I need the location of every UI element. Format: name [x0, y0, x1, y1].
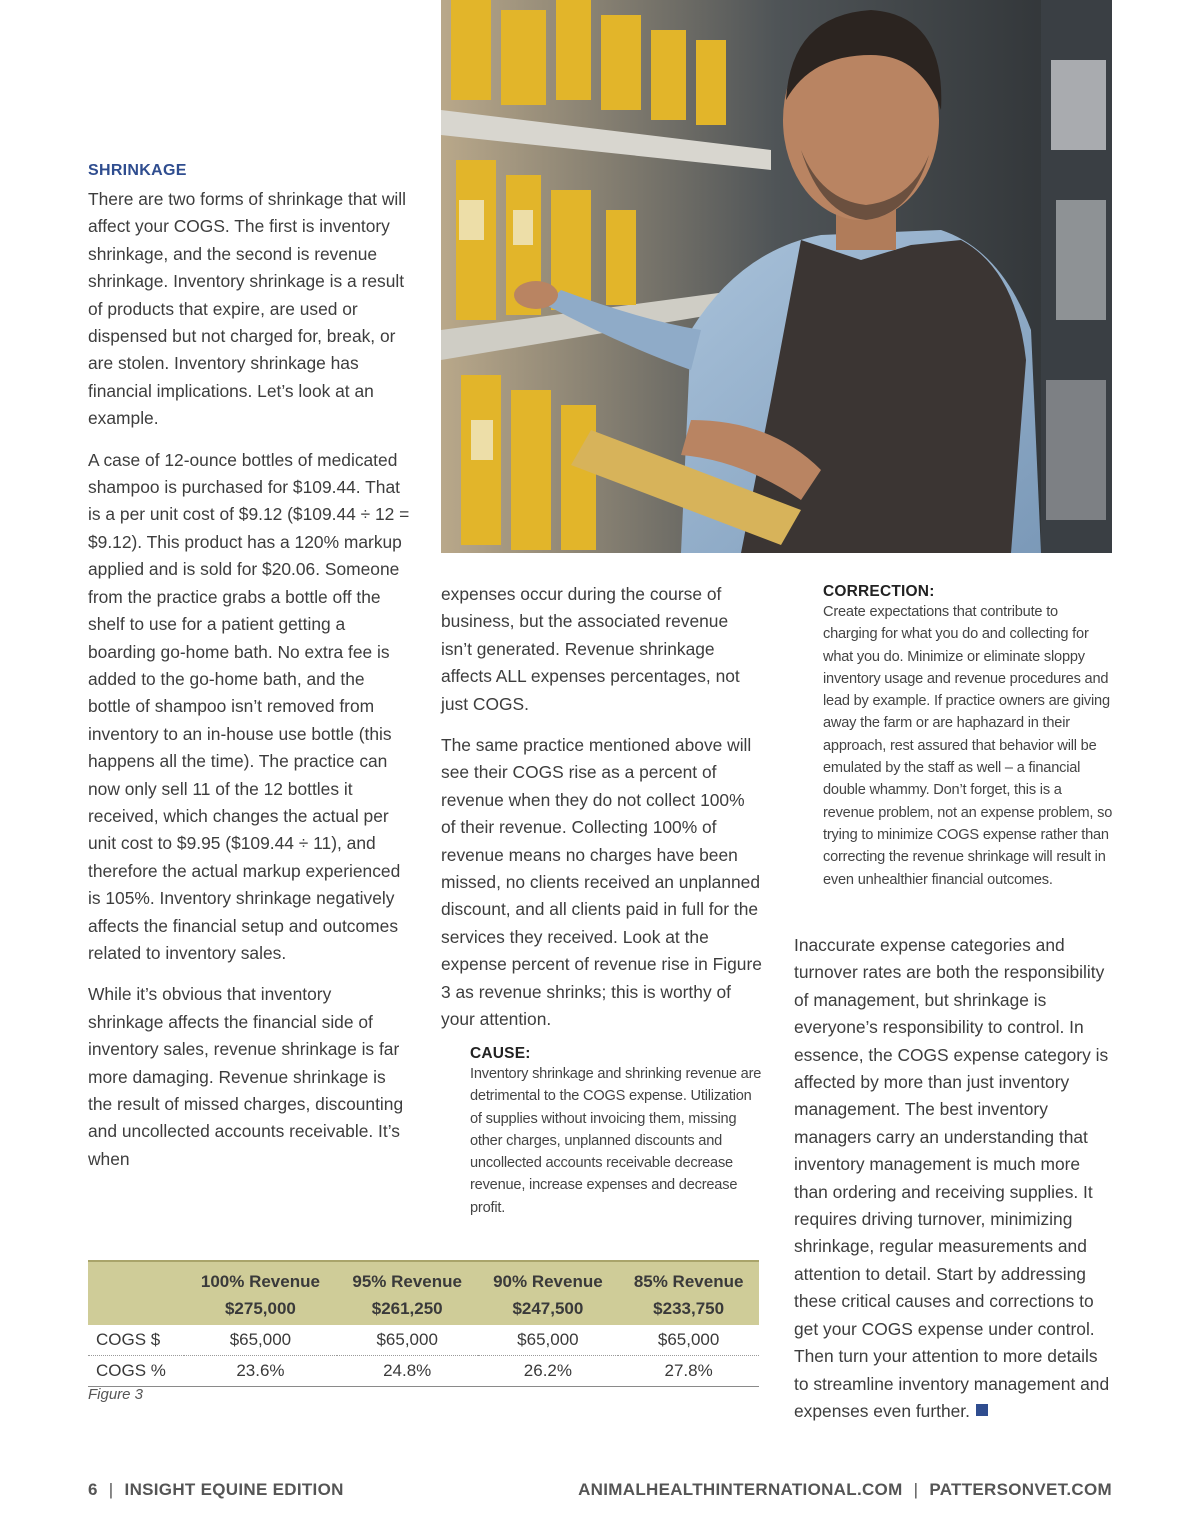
header-amount: $233,750	[653, 1299, 725, 1318]
footer-separator: |	[108, 1480, 114, 1499]
header-amount: $261,250	[371, 1299, 443, 1318]
row-label: COGS %	[88, 1356, 184, 1387]
header-amount: $275,000	[224, 1299, 296, 1318]
correction-text: Create expectations that contribute to charging for what you do and collecting for what you do. Minimize or eliminate sloppy inventory usage and revenue procedures and lead by example. If practice owners are giving away the farm or are haphazard in their approach, rest assured that behavior will be emulated by the staff as well – a financial double whammy. Don’t forget, this is a revenue problem, not an expense problem, so trying to minimize COGS expense rather than correcting the revenue shrinkage will result in even unhealthier financial outcomes.	[823, 604, 1113, 888]
paragraph: expenses occur during the course of business, but the associated revenue isn’t generated. Revenue shrinkage affects ALL expenses percentages, not just COGS.	[441, 584, 740, 714]
correction-box	[823, 583, 1115, 891]
footer-right	[578, 1480, 1112, 1500]
footer-left	[88, 1480, 344, 1500]
table-row	[88, 1356, 759, 1387]
table-row	[88, 1325, 759, 1356]
paragraph: A case of 12-ounce bottles of medicated shampoo is purchased for $109.44. That is a per unit cost of $9.12 ($109.44 ÷ 12 = $9.12). This product has a 120% markup applied and is sold for $20.06. Someone from the practice grabs a bottle off the shelf to use for a patient getting a boarding go-home bath. No extra fee is added to the go-home bath, and the bottle of shampoo isn’t removed from inventory to an in-house use bottle (this happens all the time). The practice can now only sell 11 of the 12 bottles it received, which changes the actual per unit cost to $9.95 ($109.44 ÷ 11), and therefore the actual markup experienced is 105%. Inventory shrinkage negatively affects the financial setup and outcomes related to inventory sales.	[88, 449, 410, 963]
column-3	[794, 932, 1116, 1439]
table-header-cell	[337, 1261, 478, 1325]
header-amount: $247,500	[512, 1299, 584, 1318]
figure-caption: Figure 3	[88, 1386, 144, 1403]
table-cell: $65,000	[478, 1325, 619, 1356]
table-header-cell	[618, 1261, 759, 1325]
cause-box	[470, 1045, 762, 1219]
website-link[interactable]: ANIMALHEALTHINTERNATIONAL.COM	[578, 1480, 903, 1499]
section-heading: SHRINKAGE	[88, 162, 187, 179]
table-cell: 27.8%	[618, 1356, 759, 1387]
table-cell: $65,000	[184, 1325, 337, 1356]
page-number: 6	[88, 1480, 98, 1499]
header-label: 85% Revenue	[633, 1272, 744, 1291]
column-1	[88, 186, 410, 1187]
table-header-cell	[478, 1261, 619, 1325]
table-cell: $65,000	[618, 1325, 759, 1356]
table-header-cell	[88, 1261, 184, 1325]
table-header-row	[88, 1261, 759, 1325]
table-header-cell	[184, 1261, 337, 1325]
paragraph-text: Inaccurate expense categories and turnover rates are both the responsibility of management, but shrinkage is everyone’s responsibility to control. In essence, the COGS expense category is affected by more than just inventory management. The best inventory managers carry an understanding that inventory management is much more than ordering and receiving supplies. It requires driving turnover, minimizing shrinkage, regular measurements and attention to detail. Start by addressing these critical causes and corrections to get your COGS expense under control. Then turn your attention to more details to streamline inventory management and expenses even further.	[794, 935, 1110, 1421]
correction-title: CORRECTION:	[823, 583, 935, 600]
cause-title: CAUSE:	[470, 1045, 531, 1062]
header-label: 100% Revenue	[200, 1272, 320, 1291]
table-cell: $65,000	[337, 1325, 478, 1356]
paragraph: There are two forms of shrinkage that will affect your COGS. The first is inventory shrinkage, and the second is revenue shrinkage. Inventory shrinkage is a result of products that expire, are used or dispensed but not charged for, break, or are stolen. Inventory shrinkage has financial implications. Let’s look at an example.	[88, 189, 406, 429]
publication-name: INSIGHT EQUINE EDITION	[124, 1480, 344, 1499]
table-cell: 26.2%	[478, 1356, 619, 1387]
table-cell: 23.6%	[184, 1356, 337, 1387]
header-label: 95% Revenue	[352, 1272, 462, 1291]
table-cell: 24.8%	[337, 1356, 478, 1387]
cause-text: Inventory shrinkage and shrinking revenue are detrimental to the COGS expense. Utilization of supplies without invoicing them, missing other charges, unplanned discounts and uncollected accounts receivable decrease revenue, increase expenses and decrease profit.	[470, 1066, 762, 1216]
photo-man-checking-shelves	[441, 0, 1112, 553]
header-label: 90% Revenue	[493, 1272, 603, 1291]
paragraph	[794, 932, 1116, 1425]
website-link[interactable]: PATTERSONVET.COM	[929, 1480, 1112, 1499]
paragraph: The same practice mentioned above will see their COGS rise as a percent of revenue when they do not collect 100% of their revenue. Collecting 100% of revenue means no charges have been missed, no clients received an unplanned discount, and all clients paid in full for the services they received. Look at the expense percent of revenue rise in Figure 3 as revenue shrinks; this is worthy of your attention.	[441, 735, 762, 1030]
footer-separator: |	[913, 1480, 919, 1499]
row-label: COGS $	[88, 1325, 184, 1356]
column-2	[441, 581, 763, 1048]
figure-3-table	[88, 1260, 759, 1387]
paragraph: While it’s obvious that inventory shrinkage affects the financial side of inventory sales, revenue shrinkage is far more damaging. Revenue shrinkage is the result of missed charges, discounting and uncollected accounts receivable. It’s when	[88, 984, 404, 1169]
end-mark-icon	[976, 1404, 988, 1416]
